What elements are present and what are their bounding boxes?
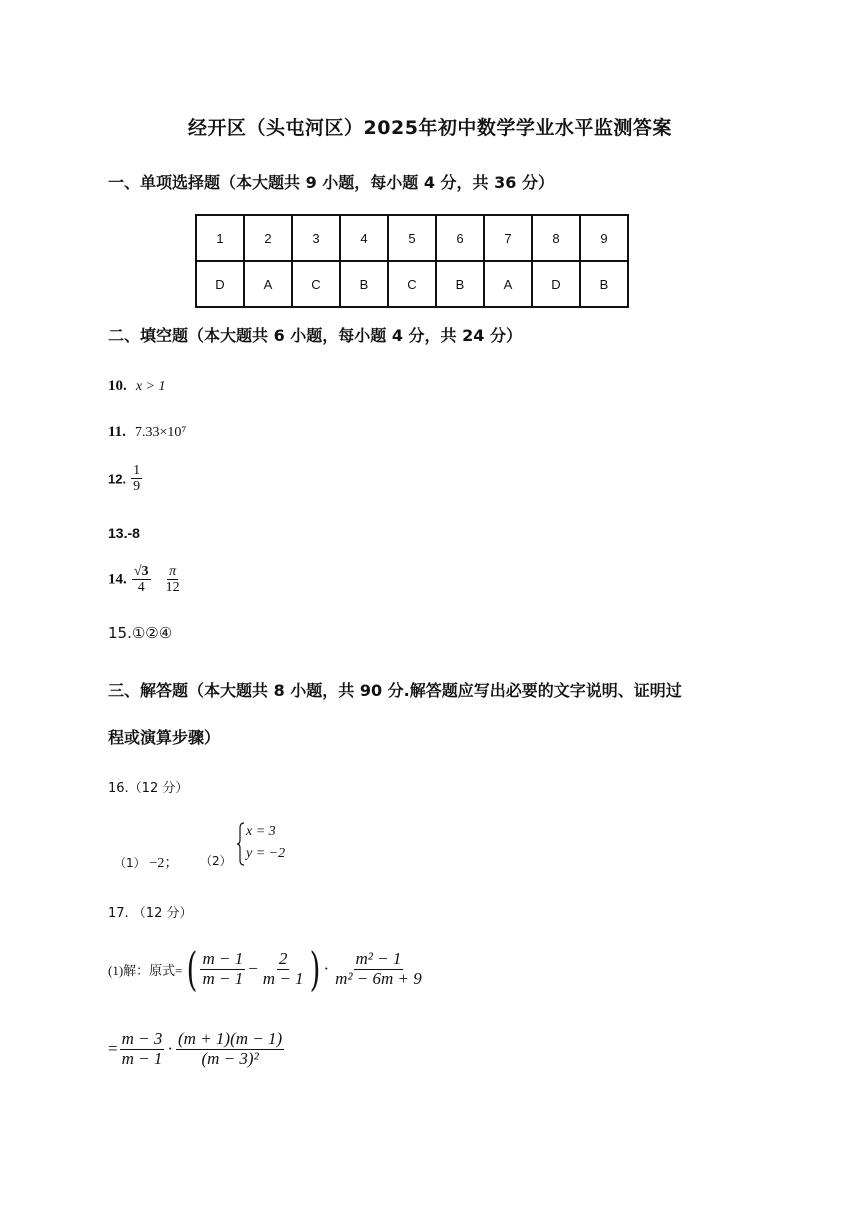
table-cell: B: [580, 261, 628, 307]
fraction: [333, 950, 424, 988]
equals-sign: =: [108, 1039, 118, 1059]
denominator: m − 1: [262, 968, 304, 988]
fraction-pi-over-12: [164, 564, 182, 596]
fraction: [200, 950, 245, 988]
denominator: 9: [133, 479, 141, 495]
denominator: (m − 3)²: [201, 1048, 259, 1068]
table-cell: C: [388, 261, 436, 307]
numerator: m − 1: [202, 948, 244, 968]
minus-sign: −: [248, 959, 258, 978]
q17-header: 17. （12 分）: [108, 906, 193, 921]
fraction-sqrt3-over-4: [132, 564, 151, 596]
dot-sign: ·: [167, 1039, 174, 1059]
fraction: [261, 950, 306, 988]
question-number: 14.: [108, 571, 127, 588]
page-title: 经开区（头屯河区）2025年初中数学学业水平监测答案: [188, 117, 672, 139]
table-row-numbers: [196, 215, 628, 261]
question-number: 12.: [108, 471, 127, 487]
section3-heading-line1: 三、解答题（本大题共 8 小题，共 90 分.解答题应写出必要的文字说明、证明过: [108, 681, 682, 700]
fraction: [176, 1030, 284, 1068]
answer-10: [108, 375, 166, 395]
table-cell: A: [484, 261, 532, 307]
fraction: [131, 463, 142, 495]
brace-icon: [236, 822, 246, 866]
part-label: （1）: [114, 856, 146, 870]
table-cell: D: [532, 261, 580, 307]
q16-part1: [114, 852, 178, 872]
system-line-1: x = 3: [246, 824, 276, 839]
numerator: m − 3: [121, 1029, 163, 1048]
table-cell: 4: [340, 215, 388, 261]
table-row-answers: [196, 261, 628, 307]
answer-14: [108, 564, 182, 596]
numerator: π: [169, 564, 177, 579]
q17-step2: [108, 1030, 284, 1068]
q16-header: 16.（12 分）: [108, 781, 189, 796]
numerator: m² − 1: [355, 948, 402, 968]
step-prefix: (1)解：原式=: [108, 962, 183, 978]
table-cell: C: [292, 261, 340, 307]
numerator: (m + 1)(m − 1): [178, 1029, 283, 1048]
q17-step1: [108, 942, 424, 996]
section3-heading-line2: 程或演算步骤）: [108, 728, 221, 747]
table-cell: A: [244, 261, 292, 307]
denominator: 12: [165, 580, 180, 596]
denominator: m − 1: [202, 968, 244, 988]
answer-13: 13.-8: [108, 525, 140, 541]
part-answer: −2；: [149, 856, 179, 871]
numerator: 2: [278, 948, 288, 968]
table-cell: 6: [436, 215, 484, 261]
section1-heading: 一、单项选择题（本大题共 9 小题，每小题 4 分，共 36 分）: [108, 173, 554, 192]
answer-table: [195, 214, 629, 308]
table-cell: 9: [580, 215, 628, 261]
table-cell: 2: [244, 215, 292, 261]
answer-15: 15.①②④: [108, 624, 173, 642]
system-line-2: y = −2: [246, 846, 286, 861]
denominator: m² − 6m + 9: [335, 968, 422, 988]
denominator: 4: [137, 580, 145, 596]
table-cell: 1: [196, 215, 244, 261]
numerator: √3: [133, 564, 149, 579]
table-cell: B: [340, 261, 388, 307]
answer-value: 7.33×10⁷: [135, 425, 187, 440]
table-cell: D: [196, 261, 244, 307]
question-number: 10.: [108, 378, 127, 394]
table-cell: 3: [292, 215, 340, 261]
q16-part2-label: （2）: [200, 854, 232, 868]
table-cell: 8: [532, 215, 580, 261]
answer-value: x > 1: [135, 379, 166, 394]
section2-heading: 二、填空题（本大题共 6 小题，每小题 4 分，共 24 分）: [108, 326, 522, 345]
table-cell: B: [436, 261, 484, 307]
answer-12: [108, 463, 142, 495]
question-number: 11.: [108, 424, 126, 440]
table-cell: 5: [388, 215, 436, 261]
denominator: m − 1: [121, 1048, 163, 1068]
fraction: [120, 1030, 165, 1068]
table-cell: 7: [484, 215, 532, 261]
answer-11: [108, 421, 186, 441]
dot-sign: ·: [323, 959, 330, 978]
left-paren-icon: (: [186, 942, 197, 996]
numerator: 1: [133, 463, 141, 478]
right-paren-icon: ): [309, 942, 320, 996]
